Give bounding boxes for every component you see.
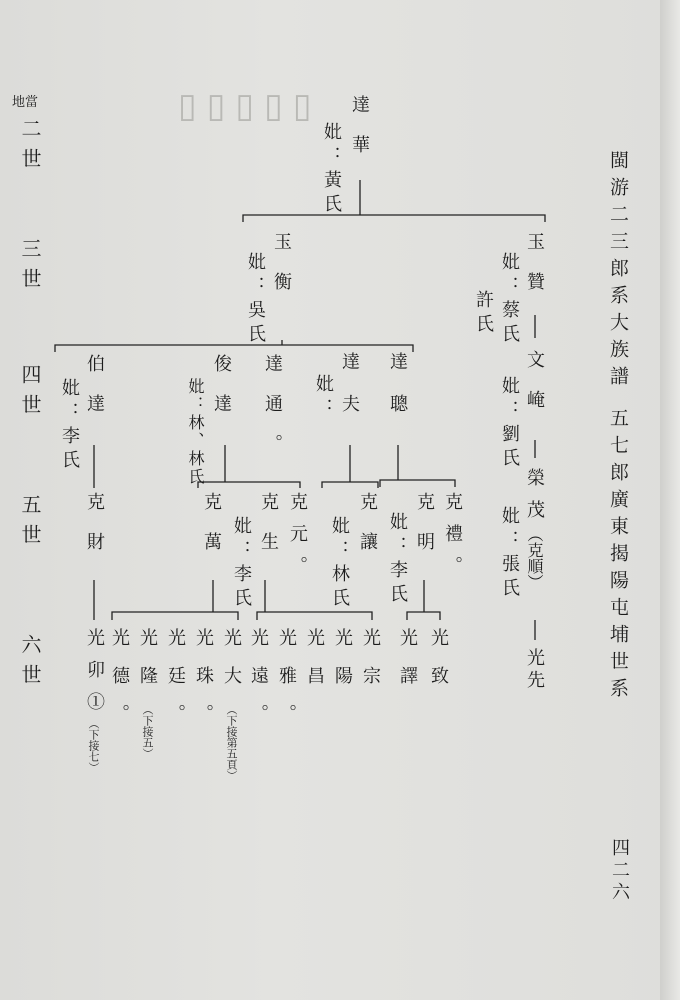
- branch-title: 五七郎廣東揭陽屯埔世系: [607, 408, 629, 705]
- person-wife: 妣：: [313, 374, 334, 422]
- person-wife: 妣：李氏: [59, 378, 80, 474]
- person-name: 光大: [221, 628, 242, 704]
- person-name: 達夫: [339, 352, 360, 436]
- book-title: 閩游二三郎系大族譜: [607, 150, 629, 393]
- person-name: 光陽: [332, 628, 353, 704]
- person-wife: 妣：林、林氏: [186, 378, 205, 486]
- person-name: 光先: [524, 648, 545, 692]
- person-note: （下接七）: [87, 718, 100, 773]
- generation-6-label: 六世: [18, 634, 42, 694]
- person-name: 克財: [84, 492, 105, 572]
- person-note: （下接第五頁）: [225, 704, 238, 781]
- person-name: 克萬: [201, 492, 222, 572]
- person-wife: 許氏: [473, 290, 494, 338]
- person-name: 克讓: [357, 492, 378, 572]
- person-note: （下接五）: [141, 704, 154, 759]
- person-name: 克元。: [287, 492, 308, 588]
- person-wife: 妣：林氏: [329, 516, 350, 612]
- person-name: 光隆: [137, 628, 158, 704]
- person-wife: 妣：劉氏: [499, 376, 520, 472]
- person-name: 達華: [349, 95, 370, 175]
- person-wife: 妣：吳氏: [245, 252, 266, 348]
- person-wife: 妣：李氏: [387, 512, 408, 608]
- person-name: 光譯: [397, 628, 418, 704]
- person-wife: 妣：張氏: [499, 506, 520, 602]
- generation-header: 地當: [12, 95, 39, 110]
- person-name: 達通。: [262, 354, 283, 474]
- person-name: 光珠。: [193, 628, 214, 742]
- person-name: 榮茂: [524, 468, 545, 532]
- generation-5-label: 五世: [18, 494, 42, 554]
- person-name: 達聰: [387, 352, 408, 436]
- person-name: 光廷。: [165, 628, 186, 742]
- generation-3-label: 三世: [18, 238, 42, 298]
- person-wife: 妣：李氏: [231, 516, 252, 612]
- person-name: 光宗: [360, 628, 381, 704]
- page-number: 四二六: [609, 838, 630, 904]
- person-wife: 妣：黃氏: [321, 122, 342, 218]
- person-name: 光雅。: [276, 628, 297, 742]
- generation-4-label: 四世: [18, 364, 42, 424]
- person-name: 玉贊: [524, 232, 545, 312]
- person-name: 文崦: [524, 350, 545, 430]
- person-name: 克明: [414, 492, 435, 572]
- person-note: （克順）: [525, 526, 544, 590]
- show-through-text: ▯▯▯▯▯: [178, 86, 322, 126]
- person-name: 玉衡: [271, 232, 292, 312]
- person-name: 克禮。: [442, 492, 463, 588]
- person-name: 俊達: [211, 354, 232, 434]
- person-name: 克生: [258, 492, 279, 572]
- generation-2-label: 二世: [18, 118, 42, 178]
- person-name: 光卯①: [84, 628, 105, 724]
- person-name: 光昌: [304, 628, 325, 704]
- person-name: 光致: [428, 628, 449, 704]
- person-name: 伯達: [84, 354, 105, 434]
- person-wife: 妣：蔡氏: [499, 252, 520, 348]
- person-name: 光遠。: [248, 628, 269, 742]
- person-name: 光德。: [109, 628, 130, 742]
